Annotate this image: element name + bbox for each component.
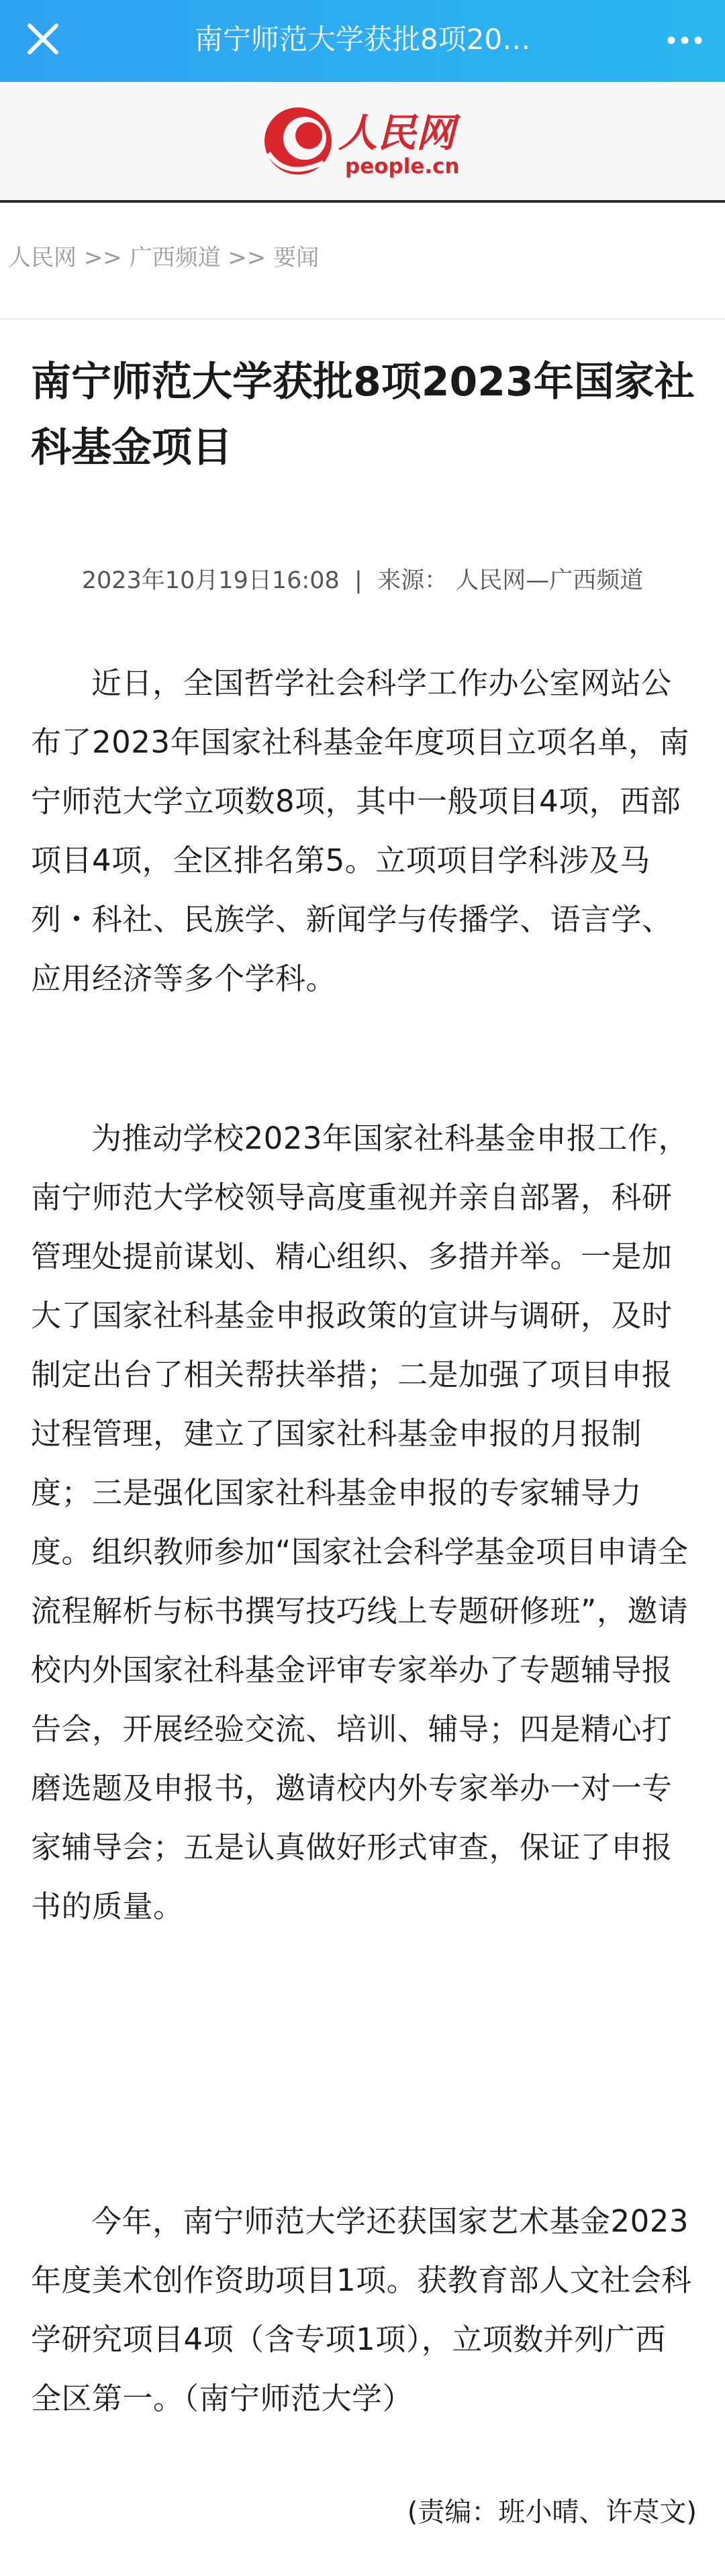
breadcrumb-divider <box>0 318 725 320</box>
meta-separator: | <box>346 567 370 594</box>
people-cn-logo[interactable] <box>259 101 467 181</box>
article-date: 2023年10月19日16:08 <box>81 567 340 594</box>
article-source: 人民网—广西频道 <box>455 567 644 594</box>
article-paragraph: 为推动学校2023年国家社科基金申报工作，南宁师范大学校领导高度重视并亲自部署，科研管理处提前谋划、精心组织、多措并举。一是加大了国家社科基金申报政策的宣讲与调研，及时制定出台了相关帮扶举措；二是加强了项目申报过程管理，建立了国家社科基金申报的月报制度；三是强化国家社科基金申报的专家辅导力度。组织教师参加“国家社会科学基金项目申请全流程解析与标书撰写技巧线上专题研修班”，邀请校内外国家社科基金评审专家举办了专题辅导报告会，开展经验交流、培训、辅导；四是精心打磨选题及申报书，邀请校内外专家举办一对一专家辅导会；五是认真做好形式审查，保证了申报书的质量。 <box>31 1120 689 1924</box>
breadcrumb <box>8 242 319 274</box>
source-label: 来源： <box>377 567 448 594</box>
article-title: 南宁师范大学获批8项2023年国家社科基金项目 <box>31 359 695 471</box>
top-bar <box>0 0 725 82</box>
header-divider <box>0 200 725 203</box>
page-title: 南宁师范大学获批8项20… <box>194 23 531 56</box>
logo-domain: people.cn <box>345 154 460 179</box>
logo-wordmark: 人民网 <box>338 110 456 156</box>
article-paragraph: 近日，全国哲学社会科学工作办公室网站公布了2023年国家社科基金年度项目立项名单，南宁师范大学立项数8项，其中一般项目4项，西部项目4项，全区排名第5。立项项目学科涉及马列・科社、民族学、新闻学与传播学、语言学、应用经济等多个学科。 <box>31 665 690 996</box>
close-icon[interactable] <box>23 19 63 59</box>
more-dots-icon[interactable] <box>665 23 705 58</box>
article-meta <box>0 564 725 598</box>
article-editor: (责编：班小晴、许荩文) <box>407 2497 697 2528</box>
site-header <box>0 82 725 201</box>
article-paragraph: 今年，南宁师范大学还获国家艺术基金2023年度美术创作资助项目1项。获教育部人文社会科学研究项目4项（含专项1项），立项数并列广西全区第一。（南宁师范大学） <box>31 2203 692 2416</box>
breadcrumb-separator: >> <box>228 244 267 271</box>
breadcrumb-item-home[interactable]: 人民网 <box>8 244 77 271</box>
breadcrumb-item-guangxi[interactable]: 广西频道 <box>129 244 221 271</box>
breadcrumb-separator: >> <box>83 244 122 271</box>
breadcrumb-item-news[interactable]: 要闻 <box>273 244 320 271</box>
